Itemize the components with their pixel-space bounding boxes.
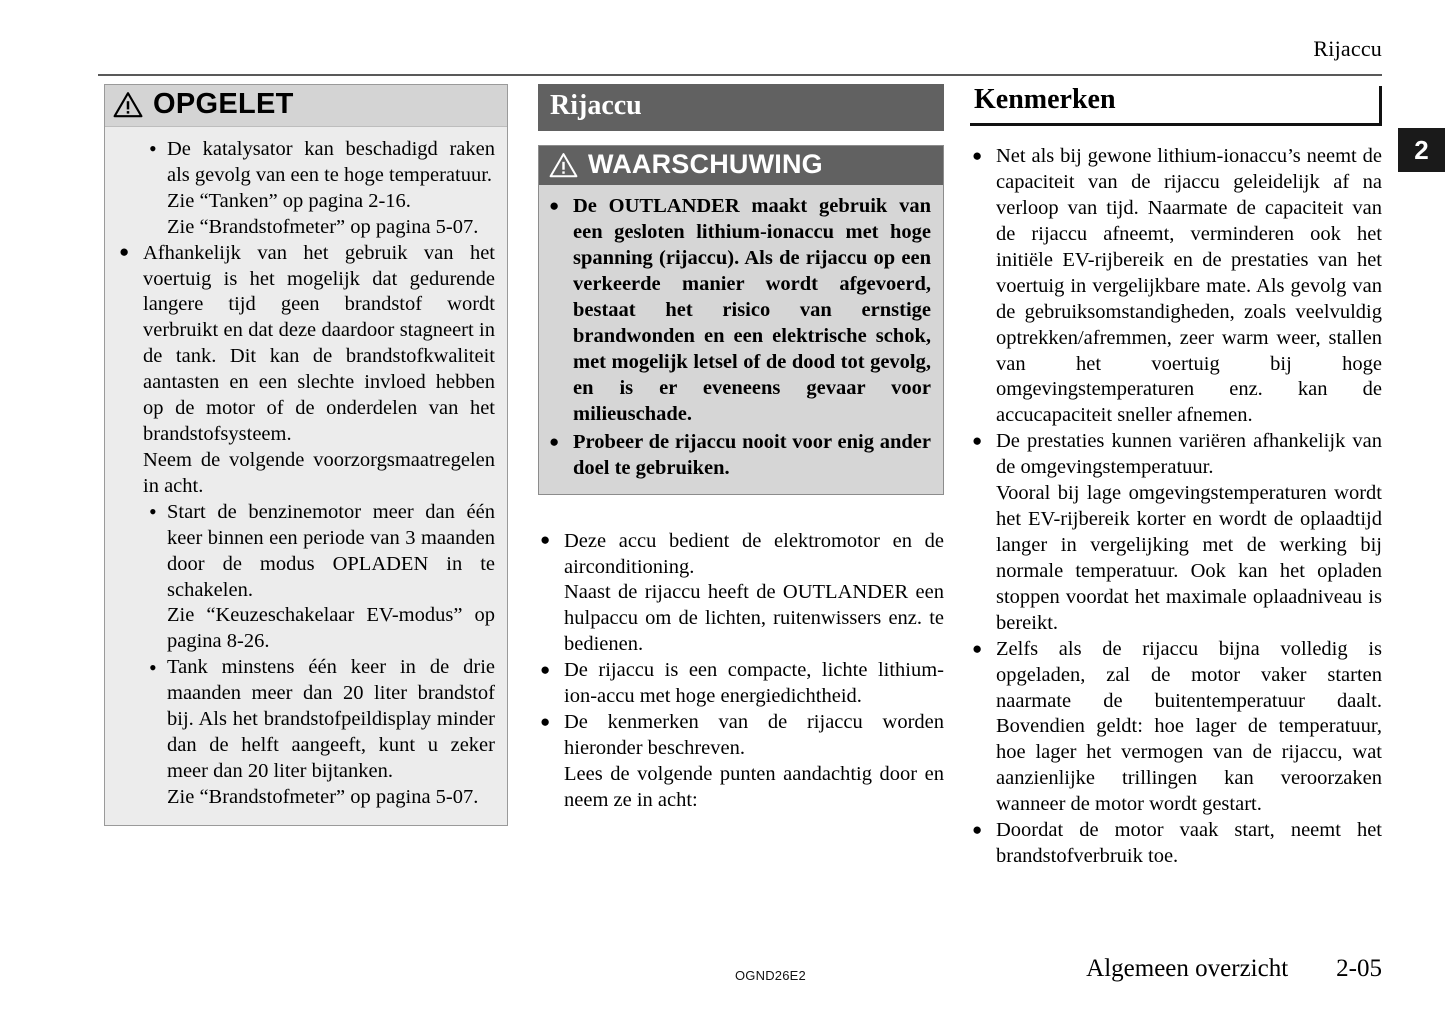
kenmerken-list bbox=[970, 144, 1382, 870]
column-three bbox=[970, 84, 1382, 870]
caution-title: OPGELET bbox=[153, 88, 294, 120]
reference-line: Zie “Brandstofmeter” op pagina 5-07. bbox=[167, 215, 479, 238]
list-item bbox=[538, 710, 944, 762]
paragraph: Naast de rijaccu heeft de OUTLANDER een hulpaccu om de lichten, ruitenwissers enz. te bedienen. bbox=[564, 581, 944, 656]
warning-triangle-icon bbox=[549, 152, 578, 178]
section-title-text: Kenmerken bbox=[974, 84, 1116, 115]
reference-line: Zie “Brandstofmeter” op pagina 5-07. bbox=[167, 785, 479, 808]
list-item-text: Afhankelijk van het gebruik van het voertuig is het mogelijk dat gedurende langere tijd geen brandstof wordt verbruikt en dat deze daardoor stagneert in de tank. Dit kan de brandstofkwaliteit aantasten en een slechte invloed hebben op de motor of de onderdelen van het brandstofsysteem. bbox=[143, 241, 495, 446]
list-item bbox=[117, 241, 495, 448]
list-item-text: Doordat de motor vaak start, neemt het brandstofverbruik toe. bbox=[996, 819, 1382, 868]
column-one bbox=[104, 84, 508, 826]
bullet-disc-icon: ● bbox=[549, 431, 560, 451]
warning-list bbox=[547, 194, 931, 481]
bullet-dot-icon: • bbox=[149, 654, 157, 680]
chapter-tab: 2 bbox=[1398, 128, 1445, 172]
paragraph: Neem de volgende voorzorgsmaatregelen in acht. bbox=[143, 448, 495, 497]
bullet-disc-icon: ● bbox=[540, 530, 551, 550]
bullet-dot-icon: • bbox=[149, 499, 157, 525]
section-edge-tick bbox=[1379, 86, 1382, 123]
list-item-text: Probeer de rijaccu nooit voor enig ander doel te gebruiken. bbox=[573, 430, 931, 479]
reference-line: Zie “Keuzeschakelaar EV-modus” op pagina 8-26. bbox=[167, 604, 495, 653]
list-item-text: De rijaccu is een compacte, lichte lithium-ion-accu met hoge energiedichtheid. bbox=[564, 659, 944, 708]
column-two bbox=[538, 84, 944, 814]
list-item bbox=[117, 137, 495, 189]
caution-box bbox=[104, 84, 508, 826]
page-footer bbox=[1086, 955, 1382, 983]
bullet-disc-icon: ● bbox=[972, 820, 983, 839]
list-item-text: Net als bij gewone lithium-ionaccu’s neemt de capaciteit van de rijaccu geleidelijk af na verloop van tijd. Naarmate de capaciteit van de rijaccu afneemt, verminderen ook het initiële EV-rijbereik en de prestaties van het voertuig in vergelijkbare mate. Als gevolg van de gebruiksomstandigheden, zoals veelvuldig optrekken/afremmen, zeer warm weer, stallen van het voertuig bij hoge omgevingstemperaturen enz. kan de accucapaciteit sneller afnemen. bbox=[996, 145, 1382, 427]
rijaccu-list bbox=[538, 529, 944, 814]
bullet-disc-icon: ● bbox=[540, 660, 551, 680]
list-item bbox=[538, 658, 944, 710]
caution-list bbox=[117, 137, 495, 811]
list-item-text: De prestaties kunnen variëren afhankelijk van de omgevingstemperatuur. bbox=[996, 430, 1382, 479]
bullet-disc-icon: ● bbox=[119, 242, 130, 262]
bullet-disc-icon: ● bbox=[972, 638, 983, 658]
caution-header bbox=[105, 85, 507, 127]
reference-line: Zie “Tanken” op pagina 2-16. bbox=[167, 189, 411, 212]
list-item bbox=[538, 529, 944, 581]
paragraph: Lees de volgende punten aandachtig door en neem ze in acht: bbox=[564, 762, 944, 811]
list-item-text: Tank minstens één keer in de drie maanden meer dan 20 liter brandstof bij. Als het brandstofpeildisplay minder dan de helft aangeeft, kunt u zeker meer dan 20 liter bijtanken. bbox=[167, 656, 495, 783]
list-item bbox=[970, 144, 1382, 429]
list-item-text: Zelfs als de rijaccu bijna volledig is opgeladen, zal de motor vaker starten naarmate de buitentemperatuur daalt. Bovendien geldt: hoe lager de temperatuur, hoe lager het vermogen van de rijaccu, wat aanzienlijke trillingen kan veroorzaken wanneer de motor wordt gestart. bbox=[996, 637, 1382, 816]
caution-body bbox=[105, 127, 507, 825]
warning-header bbox=[539, 146, 943, 186]
list-item-text: Start de benzinemotor meer dan één keer binnen een periode van 3 maanden door de modus OPLADEN in te schakelen. bbox=[167, 500, 495, 601]
bullet-disc-icon: ● bbox=[972, 146, 983, 166]
section-title-rijaccu: Rijaccu bbox=[538, 84, 944, 131]
paragraph: Vooral bij lage omgevingstemperaturen wordt het EV-rijbereik korter en wordt de oplaadtijd langer in vergelijking met de werking bij normale temperatuur. Ook kan het opladen stoppen voordat het maximale oplaadniveau is bereikt. bbox=[996, 482, 1382, 634]
list-item bbox=[970, 637, 1382, 818]
bullet-disc-icon: ● bbox=[972, 431, 983, 451]
section-title-kenmerken bbox=[970, 84, 1382, 126]
kenmerken-body bbox=[970, 144, 1382, 870]
list-item bbox=[547, 430, 931, 482]
footer-section-name: Algemeen overzicht bbox=[1086, 955, 1289, 982]
rijaccu-body bbox=[538, 529, 944, 814]
warning-triangle-icon bbox=[113, 91, 143, 118]
list-item-text: De katalysator kan beschadigd raken als gevolg van een te hoge temperatuur. bbox=[167, 137, 495, 186]
list-item bbox=[117, 655, 495, 785]
warning-title: WAARSCHUWING bbox=[588, 148, 823, 179]
list-item-text: De OUTLANDER maakt gebruik van een gesloten lithium-ionaccu met hoge spanning (rijaccu). Als de rijaccu op een verkeerde manier wordt afgevoerd, bestaat het risico van ernstige brandwonden en een elektrische schok, met mogelijk letsel of de dood tot gevolg, en is er eveneens gevaar voor milieuschade. bbox=[573, 195, 931, 425]
page-number: 2-05 bbox=[1336, 955, 1382, 982]
list-item bbox=[970, 429, 1382, 481]
bullet-disc-icon: ● bbox=[540, 711, 551, 731]
list-item bbox=[970, 818, 1382, 870]
bullet-dot-icon: • bbox=[149, 136, 157, 162]
list-item-text: De kenmerken van de rijaccu worden hieronder beschreven. bbox=[564, 711, 944, 759]
list-item bbox=[117, 500, 495, 604]
document-code: OGND26E2 bbox=[735, 968, 806, 983]
list-item-text: Deze accu bedient de elektromotor en de airconditioning. bbox=[564, 529, 944, 578]
running-header: Rijaccu bbox=[1313, 36, 1382, 61]
warning-box bbox=[538, 145, 944, 495]
bullet-disc-icon: ● bbox=[549, 196, 560, 216]
list-item bbox=[547, 194, 931, 427]
warning-body bbox=[539, 185, 943, 493]
header-rule bbox=[98, 74, 1382, 76]
